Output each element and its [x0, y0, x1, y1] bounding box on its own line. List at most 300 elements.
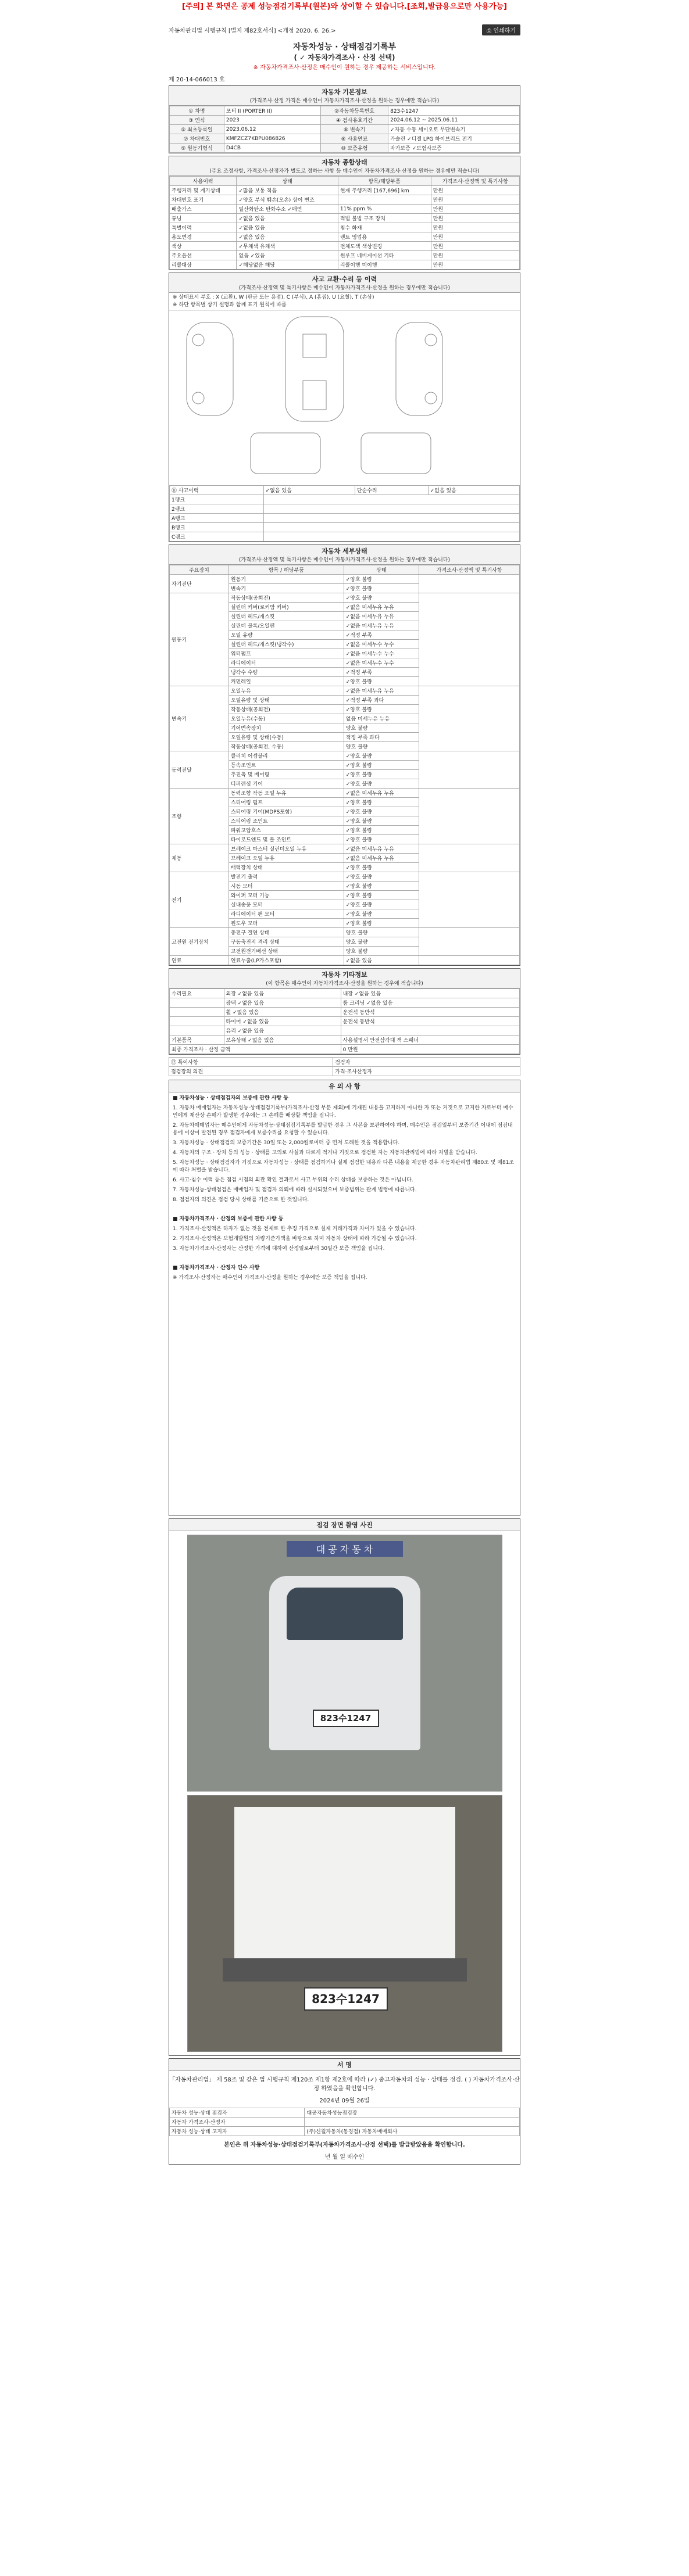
detail-state: 양호 불량 — [344, 742, 419, 751]
damage-legend: ※ 상태표시 부호 : X (교환), W (판금 또는 용접), C (부식), A (흠집), U (요철), T (손상) — [173, 295, 374, 300]
detail-item: 스티어링 펌프 — [229, 798, 344, 807]
overall-cell: 일산화탄소 탄화수소 ✓매연 — [237, 205, 338, 214]
detail-state: 양호 불량 — [344, 937, 419, 947]
damage-legend2: ※ 하단 항목별 상기 설명과 함께 표기 원칙에 따름 — [173, 302, 287, 308]
sign-l3: 자동차 성능·상태 고지자 — [170, 2127, 305, 2136]
basic-row — [170, 125, 520, 134]
frame-a-label: A랭크 — [170, 514, 264, 523]
other-cell — [170, 998, 224, 1008]
detail-item: 오일 유량 — [229, 630, 344, 640]
detail-state: ✓양호 불량 — [344, 761, 419, 770]
overall-cell: 특별이력 — [170, 223, 237, 232]
other-cell — [170, 1026, 224, 1036]
other-cell: 룸 크리닝 ✓없음 있음 — [341, 998, 519, 1008]
detail-state: ✓양호 불량 — [344, 909, 419, 919]
overall-cell: 배출가스 — [170, 205, 237, 214]
basic-row — [170, 116, 520, 125]
overall-cell: 없음 ✓있음 — [237, 251, 338, 260]
detail-item: 연료누출(LP가스포함) — [229, 956, 344, 965]
sign-v3: (주)신월자동차(동경점) 자동차매매회사 — [305, 2127, 520, 2136]
detail-item: 브레이크 마스터 실린더오일 누유 — [229, 844, 344, 854]
detail-item: 작동상태(공회전) — [229, 705, 344, 714]
photos-heading: 점검 장면 촬영 사진 — [169, 1519, 520, 1531]
detail-item: 디퍼렌셜 기어 — [229, 779, 344, 789]
other-cell: 외장 ✓없음 있음 — [224, 989, 341, 998]
detail-state: ✓없음 있음 — [344, 956, 419, 965]
detail-group: 원동기 — [170, 593, 229, 686]
detail-item: 실린더 헤드/개스킷 — [229, 612, 344, 621]
basic-cell: ⑤ 최초등록일 — [170, 125, 224, 134]
detail-item: 파워고압호스 — [229, 826, 344, 835]
overall-row — [170, 195, 520, 205]
detail-state: ✓양호 불량 — [344, 584, 419, 593]
doc-subtitle: ( ✓ 자동차가격조사 · 산정 선택) — [294, 53, 395, 62]
detail-col-header: 가격조사·산정액 및 특기사항 — [419, 565, 520, 575]
sign-heading: 서 명 — [169, 2059, 520, 2071]
detail-item: 실린더 헤드/개스킷(냉각수) — [229, 640, 344, 649]
detail-state: ✓양호 불량 — [344, 872, 419, 882]
notes-heading: 유 의 사 항 — [169, 1080, 520, 1092]
detail-group: 고전원 전기장치 — [170, 928, 229, 956]
overall-col-header: 가격조사·산정액 및 특기사항 — [431, 177, 519, 186]
detail-group: 전기 — [170, 872, 229, 928]
detail-item: 라디에이터 — [229, 658, 344, 668]
overall-cell: 리콜이행 미이행 — [338, 260, 431, 270]
detail-state: ✓없음 미세누유 누유 — [344, 844, 419, 854]
other-row — [170, 1008, 520, 1017]
rank2-label: 2랭크 — [170, 504, 264, 514]
detail-state: ✓양호 불량 — [344, 751, 419, 761]
truck-rear — [234, 1807, 455, 1958]
detail-price — [419, 751, 520, 789]
detail-item: 시동 모터 — [229, 882, 344, 891]
detail-state: ✓양호 불량 — [344, 816, 419, 826]
detail-item: 작동상태(공회전, 수동) — [229, 742, 344, 751]
notes-section — [169, 1080, 520, 1516]
signature-section — [169, 2058, 520, 2165]
damage-section — [169, 273, 520, 542]
rear-plate: 823수1247 — [304, 1987, 388, 2011]
detail-item: 라디에이터 팬 모터 — [229, 909, 344, 919]
detail-state: ✓양호 불량 — [344, 863, 419, 872]
other-cell: 사용설명서 안전삼각대 잭 스패너 — [341, 1036, 519, 1045]
accident-label: ⑪ 사고이력 — [170, 486, 264, 495]
detail-item: 동력조향 작동 오일 누유 — [229, 789, 344, 798]
overall-cell — [338, 195, 431, 205]
detail-row — [170, 956, 520, 965]
overall-cell: 썬루프 네비게이션 기타 — [338, 251, 431, 260]
notes-p6: 6. 사고·침수 이력 등은 점검 시점의 외관 확인 결과로서 사고 부위의 수리 상태를 보증하는 것은 아닙니다. — [173, 1177, 413, 1183]
detail-state: 없음 미세누유 누유 — [344, 714, 419, 723]
other-cell: 광택 ✓없음 있음 — [224, 998, 341, 1008]
detail-state: ✓양호 불량 — [344, 900, 419, 909]
detail-group: 제동 — [170, 844, 229, 872]
basic-cell: ⑨ 원동기형식 — [170, 144, 224, 153]
notes-p7: 7. 자동차성능·상태점검은 매매업자 및 점검자 의뢰에 따라 실시되었으며 보증범위는 관계 법령에 따릅니다. — [173, 1187, 417, 1193]
basic-subheading: (가격조사·산정 가격은 매수인이 자동차가격조사·산정을 원하는 경우에만 적습니다) — [249, 98, 440, 104]
overall-cell: 색상 — [170, 242, 237, 251]
overall-cell: 만원 — [431, 186, 519, 195]
notes-p3: 3. 자동차성능 · 상태점검의 보증기간은 30일 또는 2,000킬로미터 중 먼저 도래한 것을 적용합니다. — [173, 1140, 400, 1146]
overall-row — [170, 223, 520, 232]
detail-col-header: 항목 / 해당부품 — [229, 565, 344, 575]
notes-h1: ■ 자동차성능 · 상태점검자의 보증에 관한 사항 등 — [173, 1095, 289, 1101]
detail-item: 변속기 — [229, 584, 344, 593]
overall-col-header: 사용이력 — [170, 177, 237, 186]
overall-cell: 적법 불법 구조 장치 — [338, 214, 431, 223]
inspector-table — [169, 1057, 520, 1076]
detail-item: 실린더 블록/오일팬 — [229, 621, 344, 630]
other-cell: 내장 ✓없음 있음 — [341, 989, 519, 998]
detail-state: ✓적정 부족 — [344, 630, 419, 640]
detail-state: ✓양호 불량 — [344, 779, 419, 789]
detail-state: ✓없음 미세누유 누유 — [344, 621, 419, 630]
notice-banner: [주의] 본 화면은 공제 성능점검기록부(원본)와 상이할 수 있습니다.[조회,발급용으로만 사용가능] — [182, 2, 507, 11]
detail-state: ✓없음 미세누유 누유 — [344, 789, 419, 798]
other-cell: 유리 ✓없음 있음 — [224, 1026, 341, 1036]
basic-cell: ④ 검사유효기간 — [321, 116, 388, 125]
other-row — [170, 989, 520, 998]
basic-cell: 2023.06.12 — [224, 125, 320, 134]
notes-q3: 3. 자동차가격조사·산정자는 산정한 가격에 대하여 산정일로부터 30일간 보증 책임을 집니다. — [173, 1246, 385, 1252]
detail-item: 윈도우 모터 — [229, 919, 344, 928]
basic-row — [170, 134, 520, 144]
basic-cell: 2023 — [224, 116, 320, 125]
detail-heading: 자동차 세부상태 — [322, 547, 367, 555]
detail-group: 변속기 — [170, 686, 229, 751]
detail-item: 고전원전기배선 상태 — [229, 947, 344, 956]
detail-state: ✓적정 부족 — [344, 668, 419, 677]
detail-state: ✓양호 불량 — [344, 770, 419, 779]
overall-heading: 자동차 종합상태 — [322, 159, 367, 166]
detail-item: 실린더 커버(로커암 커버) — [229, 603, 344, 612]
overall-cell: 만원 — [431, 195, 519, 205]
detail-item: 커먼레일 — [229, 677, 344, 686]
detail-state: ✓양호 불량 — [344, 891, 419, 900]
car-top-view — [285, 317, 344, 421]
overall-cell: 만원 — [431, 214, 519, 223]
overall-section — [169, 156, 520, 270]
sign-table — [169, 2108, 520, 2136]
sign-v1: 대공자동차성능점검장 — [305, 2108, 520, 2118]
detail-state: ✓양호 불량 — [344, 575, 419, 584]
notes-p8: 8. 점검자의 의견은 점검 당시 상태를 기준으로 한 것입니다. — [173, 1197, 309, 1203]
front-plate: 823수1247 — [313, 1710, 379, 1727]
overall-cell: ✓없음 있음 — [237, 214, 338, 223]
detail-row — [170, 872, 520, 882]
basic-cell: ① 차명 — [170, 106, 224, 116]
detail-item: 와이퍼 모터 기능 — [229, 891, 344, 900]
detail-row — [170, 751, 520, 761]
form-reference: 자동차관리법 시행규칙 [별지 제82호서식] <개정 2020. 6. 26.> — [169, 27, 336, 34]
total-label: 최종 가격조사 · 산정 금액 — [170, 1045, 341, 1054]
shop-sign: 대 공 자 동 차 — [287, 1541, 403, 1557]
overall-cell: 현재 주행거리 [167,696] km — [338, 186, 431, 195]
basic-cell: ②자동차등록번호 — [321, 106, 388, 116]
overall-cell: 리콜대상 — [170, 260, 237, 270]
detail-group: 연료 — [170, 956, 229, 965]
detail-item: 충전구 절연 상태 — [229, 928, 344, 937]
detail-price — [419, 593, 520, 686]
sign-l2: 자동차 가격조사·산정자 — [170, 2118, 305, 2127]
basic-cell: KMFZCZ7KBPU086826 — [224, 134, 320, 144]
detail-state: ✓양호 불량 — [344, 807, 419, 816]
overall-cell: ✓없음 있음 — [237, 223, 338, 232]
detail-item: 스티어링 조인트 — [229, 816, 344, 826]
inspector-val1: 점검자 — [333, 1058, 520, 1067]
photos-section — [169, 1518, 520, 2056]
car-diagram — [169, 310, 520, 485]
detail-item: 원동기 — [229, 575, 344, 584]
overall-cell: 만원 — [431, 223, 519, 232]
other-row — [170, 1036, 520, 1045]
overall-cell: ✓해당없음 해당 — [237, 260, 338, 270]
overall-row — [170, 232, 520, 242]
detail-group: 조향 — [170, 789, 229, 844]
overall-table — [169, 176, 520, 270]
overall-cell: 튜닝 — [170, 214, 237, 223]
simple-label: 단순수리 — [355, 486, 428, 495]
other-row — [170, 1017, 520, 1026]
rear-photo — [187, 1795, 502, 2052]
detail-price — [419, 844, 520, 872]
overall-row — [170, 260, 520, 270]
detail-item: 기어변속장치 — [229, 723, 344, 733]
overall-row — [170, 214, 520, 223]
detail-state: 양호 불량 — [344, 723, 419, 733]
overall-cell: ✓없음 있음 — [237, 232, 338, 242]
sign-law: 「자동차관리법」 제 58조 및 같은 법 시행규칙 제120조 제1항 제2호에 따라 (✓) 중고자동차의 성능 · 상태를 점검, ( ) 자동차가격조사·산정 하였음을 확인합니다. — [169, 2077, 520, 2092]
basic-row — [170, 106, 520, 116]
total-value: 0 — [342, 1047, 347, 1053]
detail-group: 동력전달 — [170, 751, 229, 789]
front-photo — [187, 1535, 502, 1792]
detail-state: ✓양호 불량 — [344, 919, 419, 928]
title-block — [169, 41, 520, 71]
detail-price — [419, 686, 520, 751]
car-front-view — [251, 433, 320, 474]
doc-title: 자동차성능 · 상태점검기록부 — [292, 42, 397, 52]
car-rear-view — [361, 433, 431, 474]
basic-cell: ⑦ 차대번호 — [170, 134, 224, 144]
basic-cell: 823수1247 — [388, 106, 520, 116]
detail-row — [170, 789, 520, 798]
detail-state: ✓없음 미세누유 누유 — [344, 854, 419, 863]
wheel-1 — [192, 334, 204, 346]
detail-item: 클러치 어셈블리 — [229, 751, 344, 761]
notes-r1: ※ 가격조사·산정자는 매수인이 가격조사·산정을 원하는 경우에만 보증 책임을 집니다. — [173, 1275, 367, 1281]
detail-state: ✓양호 불량 — [344, 705, 419, 714]
overall-cell: 주행거리 및 계기상태 — [170, 186, 237, 195]
sign-l1: 자동차 성능·상태 점검자 — [170, 2108, 305, 2118]
basic-cell: 2024.06.12 ~ 2025.06.11 — [388, 116, 520, 125]
detail-item: 구동축전지 격리 상태 — [229, 937, 344, 947]
detail-item: 냉각수 수량 — [229, 668, 344, 677]
detail-price — [419, 872, 520, 928]
overall-cell: ✓많음 보통 적음 — [237, 186, 338, 195]
inspector-label2: 점검장의 의견 — [169, 1067, 333, 1076]
detail-state: ✓양호 불량 — [344, 882, 419, 891]
damage-table — [169, 485, 520, 542]
detail-state: ✓양호 불량 — [344, 835, 419, 844]
print-label: 인쇄하기 — [493, 27, 516, 34]
overall-row — [170, 251, 520, 260]
detail-state: ✓없음 미세누수 누수 — [344, 658, 419, 668]
detail-section — [169, 544, 520, 966]
detail-item: 오일유량 및 상태(수동) — [229, 733, 344, 742]
other-row — [170, 1026, 520, 1036]
sign-foot: 본인은 위 자동차성능·상태점검기록부(자동차가격조사·산정 선택)를 발급받았음을 확인합니다. — [224, 2142, 465, 2148]
detail-item: 작동상태(공회전) — [229, 593, 344, 603]
overall-cell: 주요옵션 — [170, 251, 237, 260]
overall-cell: 11% ppm % — [338, 205, 431, 214]
detail-price — [419, 575, 520, 593]
overall-col-header: 상태 — [237, 177, 338, 186]
damage-subheading: (가격조사·산정액 및 특기사항은 매수인이 자동차가격조사·산정을 원하는 경우에만 적습니다) — [238, 285, 451, 291]
detail-state: ✓없음 미세누유 누유 — [344, 603, 419, 612]
other-cell: 휠 ✓없음 있음 — [224, 1008, 341, 1017]
basic-row — [170, 144, 520, 153]
overall-cell: 만원 — [431, 260, 519, 270]
sign-date: 2024년 09월 26일 — [319, 2098, 370, 2104]
car-outline-svg — [169, 311, 520, 485]
wheel-2 — [192, 392, 204, 404]
detail-group: 자기진단 — [170, 575, 229, 593]
detail-item: 오일유량 및 상태 — [229, 696, 344, 705]
basic-cell: ③ 연식 — [170, 116, 224, 125]
other-cell: 타이어 ✓없음 있음 — [224, 1017, 341, 1026]
simple-value: ✓없음 있음 — [428, 486, 519, 495]
detail-item: 타이로드엔드 및 볼 조인트 — [229, 835, 344, 844]
basic-info-section — [169, 85, 520, 153]
detail-state: ✓양호 불량 — [344, 677, 419, 686]
other-heading: 자동차 기타정보 — [322, 971, 367, 979]
detail-item: 발전기 출력 — [229, 872, 344, 882]
other-cell: 기본품목 — [170, 1036, 224, 1045]
overall-cell: 만원 — [431, 205, 519, 214]
overall-cell: 렌트 영업용 — [338, 232, 431, 242]
notes-h3: ■ 자동차가격조사 · 산정자 인수 사항 — [173, 1265, 260, 1271]
basic-cell: ⑥ 변속기 — [321, 125, 388, 134]
car-roof — [303, 381, 326, 410]
overall-cell: 만원 — [431, 242, 519, 251]
sign-foot2: 년 월 일 매수인 — [324, 2154, 365, 2161]
detail-state: ✓적정 부족 과다 — [344, 696, 419, 705]
other-cell: 운전석 동반석 — [341, 1017, 519, 1026]
doc-note: ※ 자동차가격조사·산정은 매수인이 원하는 경우 제공하는 서비스입니다. — [253, 65, 436, 71]
detail-row — [170, 686, 520, 696]
damage-heading: 사고 교환·수리 등 이력 — [312, 275, 377, 283]
overall-col-header: 항목/해당부품 — [338, 177, 431, 186]
other-cell — [170, 1008, 224, 1017]
other-row — [170, 998, 520, 1008]
basic-cell: ⑩ 보증유형 — [321, 144, 388, 153]
other-subheading: (이 항목은 매수인이 자동차가격조사·산정을 원하는 경우에 적습니다) — [266, 981, 423, 987]
detail-price — [419, 928, 520, 956]
other-cell: 수리필요 — [170, 989, 224, 998]
basic-cell: 가솔린 ✓디젤 LPG 하이브리드 전기 — [388, 134, 520, 144]
overall-cell: 용도변경 — [170, 232, 237, 242]
sign-v2 — [305, 2118, 520, 2127]
print-button[interactable] — [482, 24, 520, 35]
detail-state: ✓없음 미세누수 누수 — [344, 649, 419, 658]
detail-price — [419, 789, 520, 844]
rear-bumper — [223, 1958, 467, 1982]
car-windshield — [303, 334, 326, 357]
wheel-3 — [425, 334, 437, 346]
inspector-label1: ⑫ 특이사항 — [169, 1058, 333, 1067]
detail-item: 브레이크 오일 누유 — [229, 854, 344, 863]
notes-p2: 2. 자동차매매업자는 매수인에게 자동차성능·상태점검기록부를 발급한 경우 그 사본을 보관하여야 하며, 매수인은 점검일부터 보증기간 이내에 점검내용에 이상이 발견된 경우 점검자에게 보증수리를 요청할 수 있습니다. — [173, 1123, 513, 1136]
basic-cell: 자가보증 ✓보험사보증 — [388, 144, 520, 153]
overall-cell: 침수 화재 — [338, 223, 431, 232]
notes-p1: 1. 자동차 매매업자는 자동차성능·상태점검기록부(가격조사·산정 부분 제외)에 기재된 내용을 고지하지 아니한 자 또는 거짓으로 고지한 자로부터 매수인에게 재산상 손해가 발생한 경우에는 그 손해를 배상할 책임을 집니다. — [173, 1105, 513, 1119]
other-table — [169, 988, 520, 1054]
detail-item: 오일누유 — [229, 686, 344, 696]
notes-h2: ■ 자동차가격조사 · 산정의 보증에 관한 사항 등 — [173, 1216, 284, 1222]
detail-item: 오일누유(수동) — [229, 714, 344, 723]
detail-state: ✓없음 미세누유 누유 — [344, 612, 419, 621]
detail-subheading: (가격조사·산정액 및 특기사항은 매수인이 자동차가격조사·산정을 원하는 경우에만 적습니다) — [238, 557, 451, 563]
frame-c-label: C랭크 — [170, 532, 264, 542]
total-unit: 만원 — [348, 1047, 358, 1053]
overall-row — [170, 242, 520, 251]
notes-q1: 1. 가격조사·산정액은 하자가 없는 것을 전제로 한 추정 가격으로 실제 거래가격과 차이가 있을 수 있습니다. — [173, 1226, 417, 1232]
basic-info-table — [169, 106, 520, 153]
overall-row — [170, 186, 520, 195]
detail-row — [170, 844, 520, 854]
other-cell — [341, 1026, 519, 1036]
windshield — [287, 1588, 403, 1640]
detail-state: ✓양호 불량 — [344, 798, 419, 807]
overall-cell: ✓양호 부식 훼손(오손) 상이 변조 — [237, 195, 338, 205]
other-cell: 보유상태 ✓없음 있음 — [224, 1036, 341, 1045]
overall-cell: 전체도색 색상변경 — [338, 242, 431, 251]
detail-item: 스티어링 기어(MDPS포함) — [229, 807, 344, 816]
other-cell — [170, 1017, 224, 1026]
basic-cell: ⑧ 사용연료 — [321, 134, 388, 144]
detail-item: 등속조인트 — [229, 761, 344, 770]
inspector-val2: 가격·조사산정자 — [333, 1067, 520, 1076]
overall-row — [170, 205, 520, 214]
wheel-4 — [425, 392, 437, 404]
detail-item: 배력장치 상태 — [229, 863, 344, 872]
rank1-label: 1랭크 — [170, 495, 264, 504]
overall-cell: 차대번호 표기 — [170, 195, 237, 205]
notes-p5: 5. 자동차성능 · 상태점검자가 거짓으로 자동차성능 · 상태를 점검하거나 실제 점검한 내용과 다른 내용을 제공한 경우 자동차관리법 제80조 및 제81조에 따라 처벌을 받습니다. — [173, 1160, 515, 1173]
detail-state: ✓없음 미세누유 누유 — [344, 686, 419, 696]
detail-col-header: 주요장치 — [170, 565, 229, 575]
basic-cell: ✓자동 수동 세미오토 무단변속기 — [388, 125, 520, 134]
detail-state: ✓양호 불량 — [344, 593, 419, 603]
frame-b-label: B랭크 — [170, 523, 264, 532]
overall-cell: 만원 — [431, 232, 519, 242]
detail-state: ✓양호 불량 — [344, 826, 419, 835]
overall-subheading: (주요 조정사항, 가격조사·산정자가 별도로 정하는 사항 등 매수인이 자동차가격조사·산정을 원하는 경우에만 적습니다) — [209, 169, 480, 174]
detail-state: 양호 불량 — [344, 947, 419, 956]
detail-state: 양호 불량 — [344, 928, 419, 937]
detail-state: ✓없음 미세누수 누수 — [344, 640, 419, 649]
detail-col-header: 상태 — [344, 565, 419, 575]
detail-item: 실내송풍 모터 — [229, 900, 344, 909]
other-section — [169, 968, 520, 1055]
detail-state: 적정 부족 과다 — [344, 733, 419, 742]
basic-heading: 자동차 기본정보 — [322, 88, 367, 96]
doc-number: 제 20-14-066013 호 — [169, 77, 225, 83]
detail-table — [169, 565, 520, 965]
detail-item: 워터펌프 — [229, 649, 344, 658]
detail-price — [419, 956, 520, 965]
